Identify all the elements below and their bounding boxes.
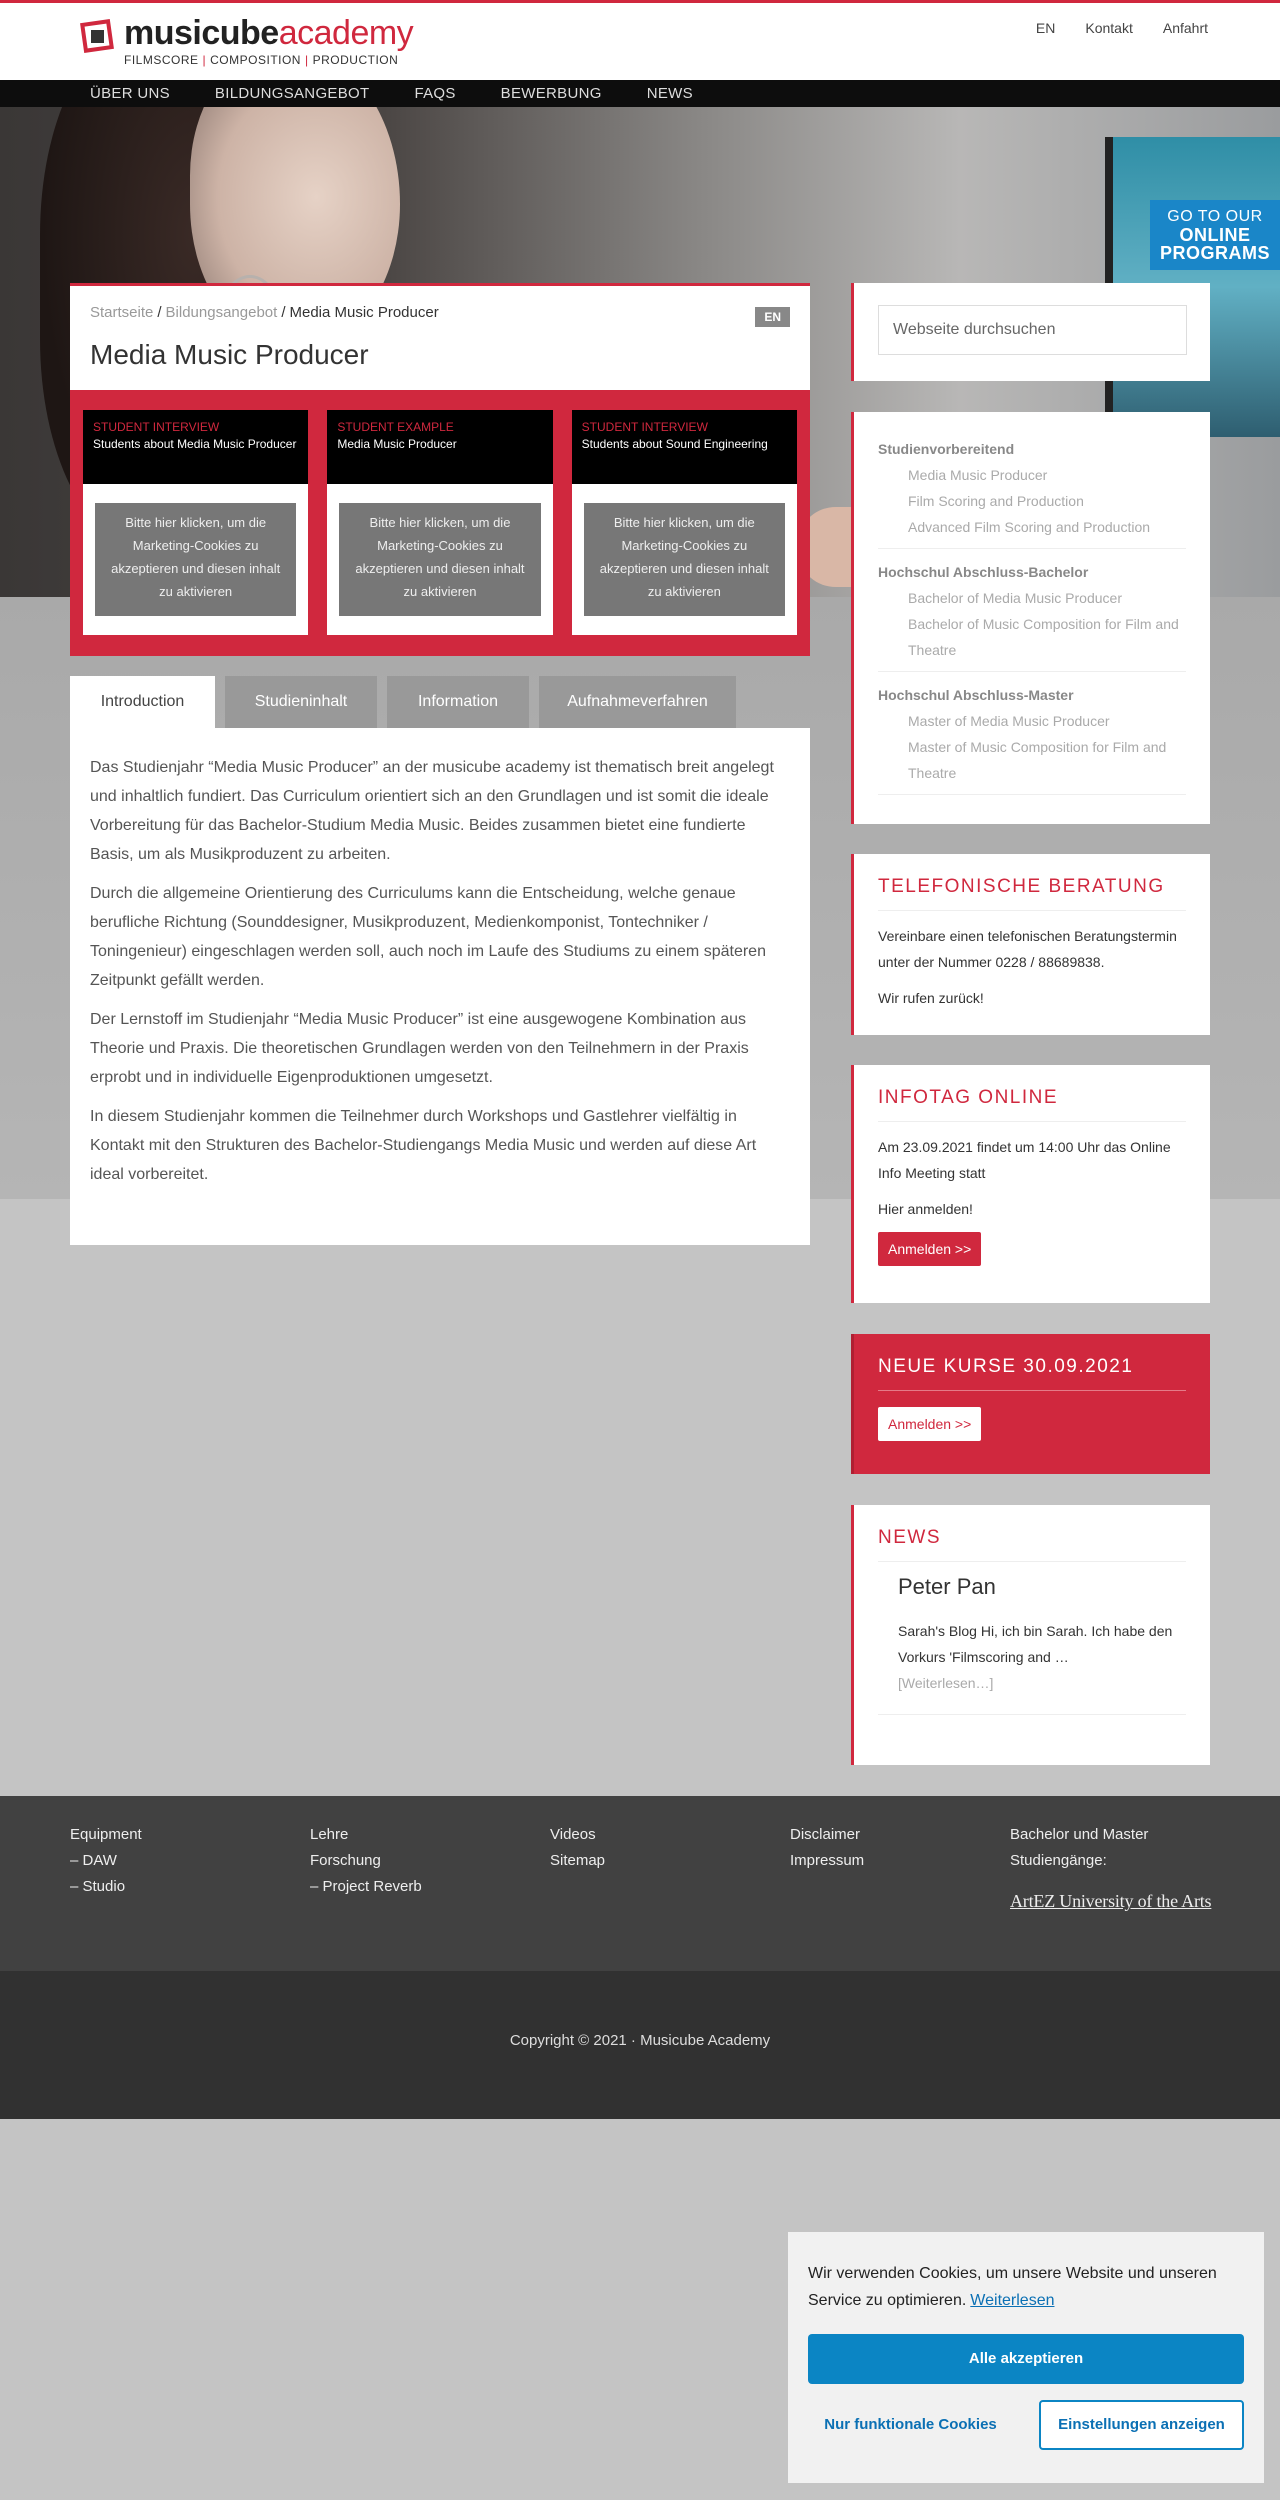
phone-callback-text: Wir rufen zurück!	[878, 990, 984, 1006]
kontakt-link[interactable]: Kontakt	[1085, 20, 1133, 36]
site-header	[0, 0, 1280, 80]
phone-text: Vereinbare einen telefonischen Beratungstermin unter der Nummer 0228 / 88689838.	[878, 928, 1177, 970]
paragraph: In diesem Studienjahr kommen die Teilnehmer durch Workshops und Gastlehrer vielfältig in Kontakt mit den Strukturen des Bachelor-Studiengangs Media Music und werden auf diese Art ideal vorbereitet.	[90, 1108, 757, 1183]
nav-group-item[interactable]: Media Music Producer	[908, 467, 1048, 483]
logo-cube-icon	[80, 19, 116, 55]
footer-col	[310, 1822, 422, 1900]
footer-col	[790, 1822, 864, 1874]
nav-group-item[interactable]: Advanced Film Scoring and Production	[908, 519, 1151, 535]
main-nav	[0, 80, 1280, 107]
footer-col	[1010, 1822, 1211, 1914]
infotag-register-text: Hier anmelden!	[878, 1201, 973, 1217]
cookie-banner	[788, 2232, 1264, 2483]
nav-group	[878, 682, 1186, 795]
paragraph: Der Lernstoff im Studienjahr “Media Music Producer” ist eine ausgewogene Kombination aus Theorie und Praxis. Die theoretischen Grundlagen werden von den Teilnehmern in der Praxis erprobt und in individuelle Eigenproduktionen umgesetzt.	[90, 1011, 749, 1086]
breadcrumb: Startseite / Bildungsangebot / Media Music Producer	[90, 304, 439, 321]
paragraph: Durch die allgemeine Orientierung des Curriculums kann die Entscheidung, welche genaue berufliche Richtung (Sounddesigner, Musikproduzent, Medienkomponist, Tontechniker / Toningenieur) eingeschlagen werden soll, auch noch im Laufe des Studiums zu einem späteren Zeitpunkt gefällt werden.	[90, 885, 766, 989]
nav-group-item[interactable]: Master of Media Music Producer	[908, 713, 1110, 729]
cookie-read-more-link[interactable]: Weiterlesen	[970, 2292, 1055, 2309]
news-post-title[interactable]: Peter Pan	[898, 1574, 996, 1599]
breadcrumb-home[interactable]: Startseite	[90, 304, 154, 321]
nav-group-item[interactable]: Film Scoring and Production	[908, 493, 1084, 509]
nav-group-item[interactable]: Master of Music Composition for Film and Theatre	[908, 739, 1167, 781]
anfahrt-link[interactable]: Anfahrt	[1162, 20, 1208, 36]
copyright-text: Copyright © 2021 · Musicube Academy	[509, 2032, 771, 2049]
nav-bildungsangebot[interactable]: BILDUNGSANGEBOT	[214, 85, 370, 102]
logo[interactable]	[80, 15, 413, 67]
video-card	[83, 410, 308, 635]
video-kind: STUDENT EXAMPLE	[337, 420, 454, 434]
widget-title: TELEFONISCHE BERATUNG	[878, 876, 1186, 911]
infotag-text: Am 23.09.2021 findet um 14:00 Uhr das Online Info Meeting statt	[878, 1139, 1171, 1181]
lang-en-badge[interactable]: EN	[755, 307, 790, 327]
widget-title: NEUE KURSE 30.09.2021	[878, 1356, 1186, 1391]
tab-information[interactable]: Information	[387, 676, 529, 728]
breadcrumb-current: Media Music Producer	[289, 304, 439, 321]
footer-link[interactable]: Sitemap	[550, 1852, 606, 1869]
footer-link[interactable]: Forschung	[310, 1852, 381, 1869]
nav-group	[878, 436, 1186, 549]
video-cookie-consent[interactable]: Bitte hier klicken, um die Marketing-Cookies zu akzeptieren und diesen inhalt zu aktivieren	[339, 503, 540, 616]
logo-tagline: FILMSCORE | COMPOSITION | PRODUCTION	[124, 53, 399, 67]
nav-group-head[interactable]: Studienvorbereitend	[878, 441, 1015, 457]
nav-bewerbung[interactable]: BEWERBUNG	[500, 85, 602, 102]
nav-group	[878, 559, 1186, 672]
footer-col	[70, 1822, 142, 1900]
tab-aufnahmeverfahren[interactable]: Aufnahmeverfahren	[539, 676, 736, 728]
phone-consultation-widget	[851, 854, 1210, 1035]
logo-wordmark: musicubeacademy	[124, 14, 414, 52]
video-title: Media Music Producer	[337, 437, 457, 451]
functional-cookies-button[interactable]: Nur funktionale Cookies	[824, 2416, 997, 2433]
nav-group-head[interactable]: Hochschul Abschluss-Bachelor	[878, 564, 1089, 580]
artez-logo-link[interactable]: ArtEZ University of the Arts	[1010, 1891, 1212, 1911]
video-kind: STUDENT INTERVIEW	[93, 420, 220, 434]
video-cookie-consent[interactable]: Bitte hier klicken, um die Marketing-Cookies zu akzeptieren und diesen inhalt zu aktivieren	[95, 503, 296, 616]
video-cookie-consent[interactable]: Bitte hier klicken, um die Marketing-Cookies zu akzeptieren und diesen inhalt zu aktivieren	[584, 503, 785, 616]
accept-all-cookies-button[interactable]: Alle akzeptieren	[808, 2334, 1244, 2384]
search-widget	[851, 283, 1210, 381]
widget-title: INFOTAG ONLINE	[878, 1087, 1186, 1122]
footer-link[interactable]: Impressum	[790, 1852, 865, 1869]
tab-studieninhalt[interactable]: Studieninhalt	[225, 676, 377, 728]
infotag-widget	[851, 1065, 1210, 1303]
nav-group-item[interactable]: Bachelor of Music Composition for Film and Theatre	[908, 616, 1179, 658]
tab-content	[70, 728, 810, 1245]
video-card	[327, 410, 552, 635]
main-content	[70, 283, 810, 1245]
cookie-message: Wir verwenden Cookies, um unsere Website und unseren Service zu optimieren. Weiterlesen	[808, 2265, 1217, 2309]
footer-link[interactable]: Disclaimer	[790, 1826, 861, 1843]
top-links	[1036, 20, 1208, 36]
video-card	[572, 410, 797, 635]
video-kind: STUDENT INTERVIEW	[581, 420, 708, 434]
courses-register-button[interactable]: Anmelden >>	[878, 1407, 981, 1441]
nav-group-item[interactable]: Bachelor of Media Music Producer	[908, 590, 1122, 606]
footer-link[interactable]: – Project Reverb	[310, 1878, 422, 1895]
online-programs-button[interactable]: GO TO OUR ONLINE PROGRAMS	[1150, 200, 1280, 270]
paragraph: Das Studienjahr “Media Music Producer” an der musicube academy ist thematisch breit angelegt und inhaltlich fundiert. Das Curriculum orientiert sich an den Grundlagen und ist somit die ideale Vorbereitung für das Bachelor-Studium Media Music. Beides zusammen bietet eine fundierte Basis, um als Musikproduzent zu arbeiten.	[90, 759, 774, 863]
lang-en-link[interactable]: EN	[1035, 20, 1056, 36]
footer-link[interactable]: Videos	[550, 1826, 596, 1843]
footer-text: Bachelor und Master	[1010, 1826, 1149, 1843]
title-card	[70, 283, 810, 390]
video-title: Students about Sound Engineering	[581, 437, 768, 451]
nav-group-head[interactable]: Hochschul Abschluss-Master	[878, 687, 1074, 703]
footer-link[interactable]: – Studio	[70, 1878, 126, 1895]
footer-link[interactable]: Equipment	[70, 1826, 142, 1843]
breadcrumb-parent[interactable]: Bildungsangebot	[165, 304, 278, 321]
search-input[interactable]	[878, 305, 1187, 355]
news-widget	[851, 1505, 1210, 1765]
footer-col	[550, 1822, 605, 1874]
program-nav-widget	[851, 412, 1210, 824]
infotag-register-button[interactable]: Anmelden >>	[878, 1232, 981, 1266]
nav-faqs[interactable]: FAQS	[414, 85, 456, 102]
video-band	[70, 390, 810, 656]
tab-introduction[interactable]: Introduction	[70, 676, 215, 728]
news-excerpt: Sarah's Blog Hi, ich bin Sarah. Ich habe den Vorkurs 'Filmscoring and …	[898, 1623, 1173, 1665]
footer-link[interactable]: Lehre	[310, 1826, 349, 1843]
page-title: Media Music Producer	[90, 339, 369, 370]
cookie-settings-button[interactable]: Einstellungen anzeigen	[1039, 2400, 1244, 2450]
footer	[0, 1796, 1280, 1971]
new-courses-widget	[851, 1334, 1210, 1474]
widget-title: NEWS	[878, 1527, 1186, 1562]
footer-link[interactable]: – DAW	[70, 1852, 117, 1869]
nav-news[interactable]: NEWS	[646, 85, 693, 102]
tab-bar	[70, 676, 810, 728]
video-title: Students about Media Music Producer	[93, 437, 297, 451]
nav-ueber-uns[interactable]: ÜBER UNS	[90, 85, 170, 102]
news-read-more-link[interactable]: [Weiterlesen…]	[878, 1670, 1186, 1715]
copyright-band	[0, 1971, 1280, 2119]
footer-text: Studiengänge:	[1010, 1852, 1107, 1869]
